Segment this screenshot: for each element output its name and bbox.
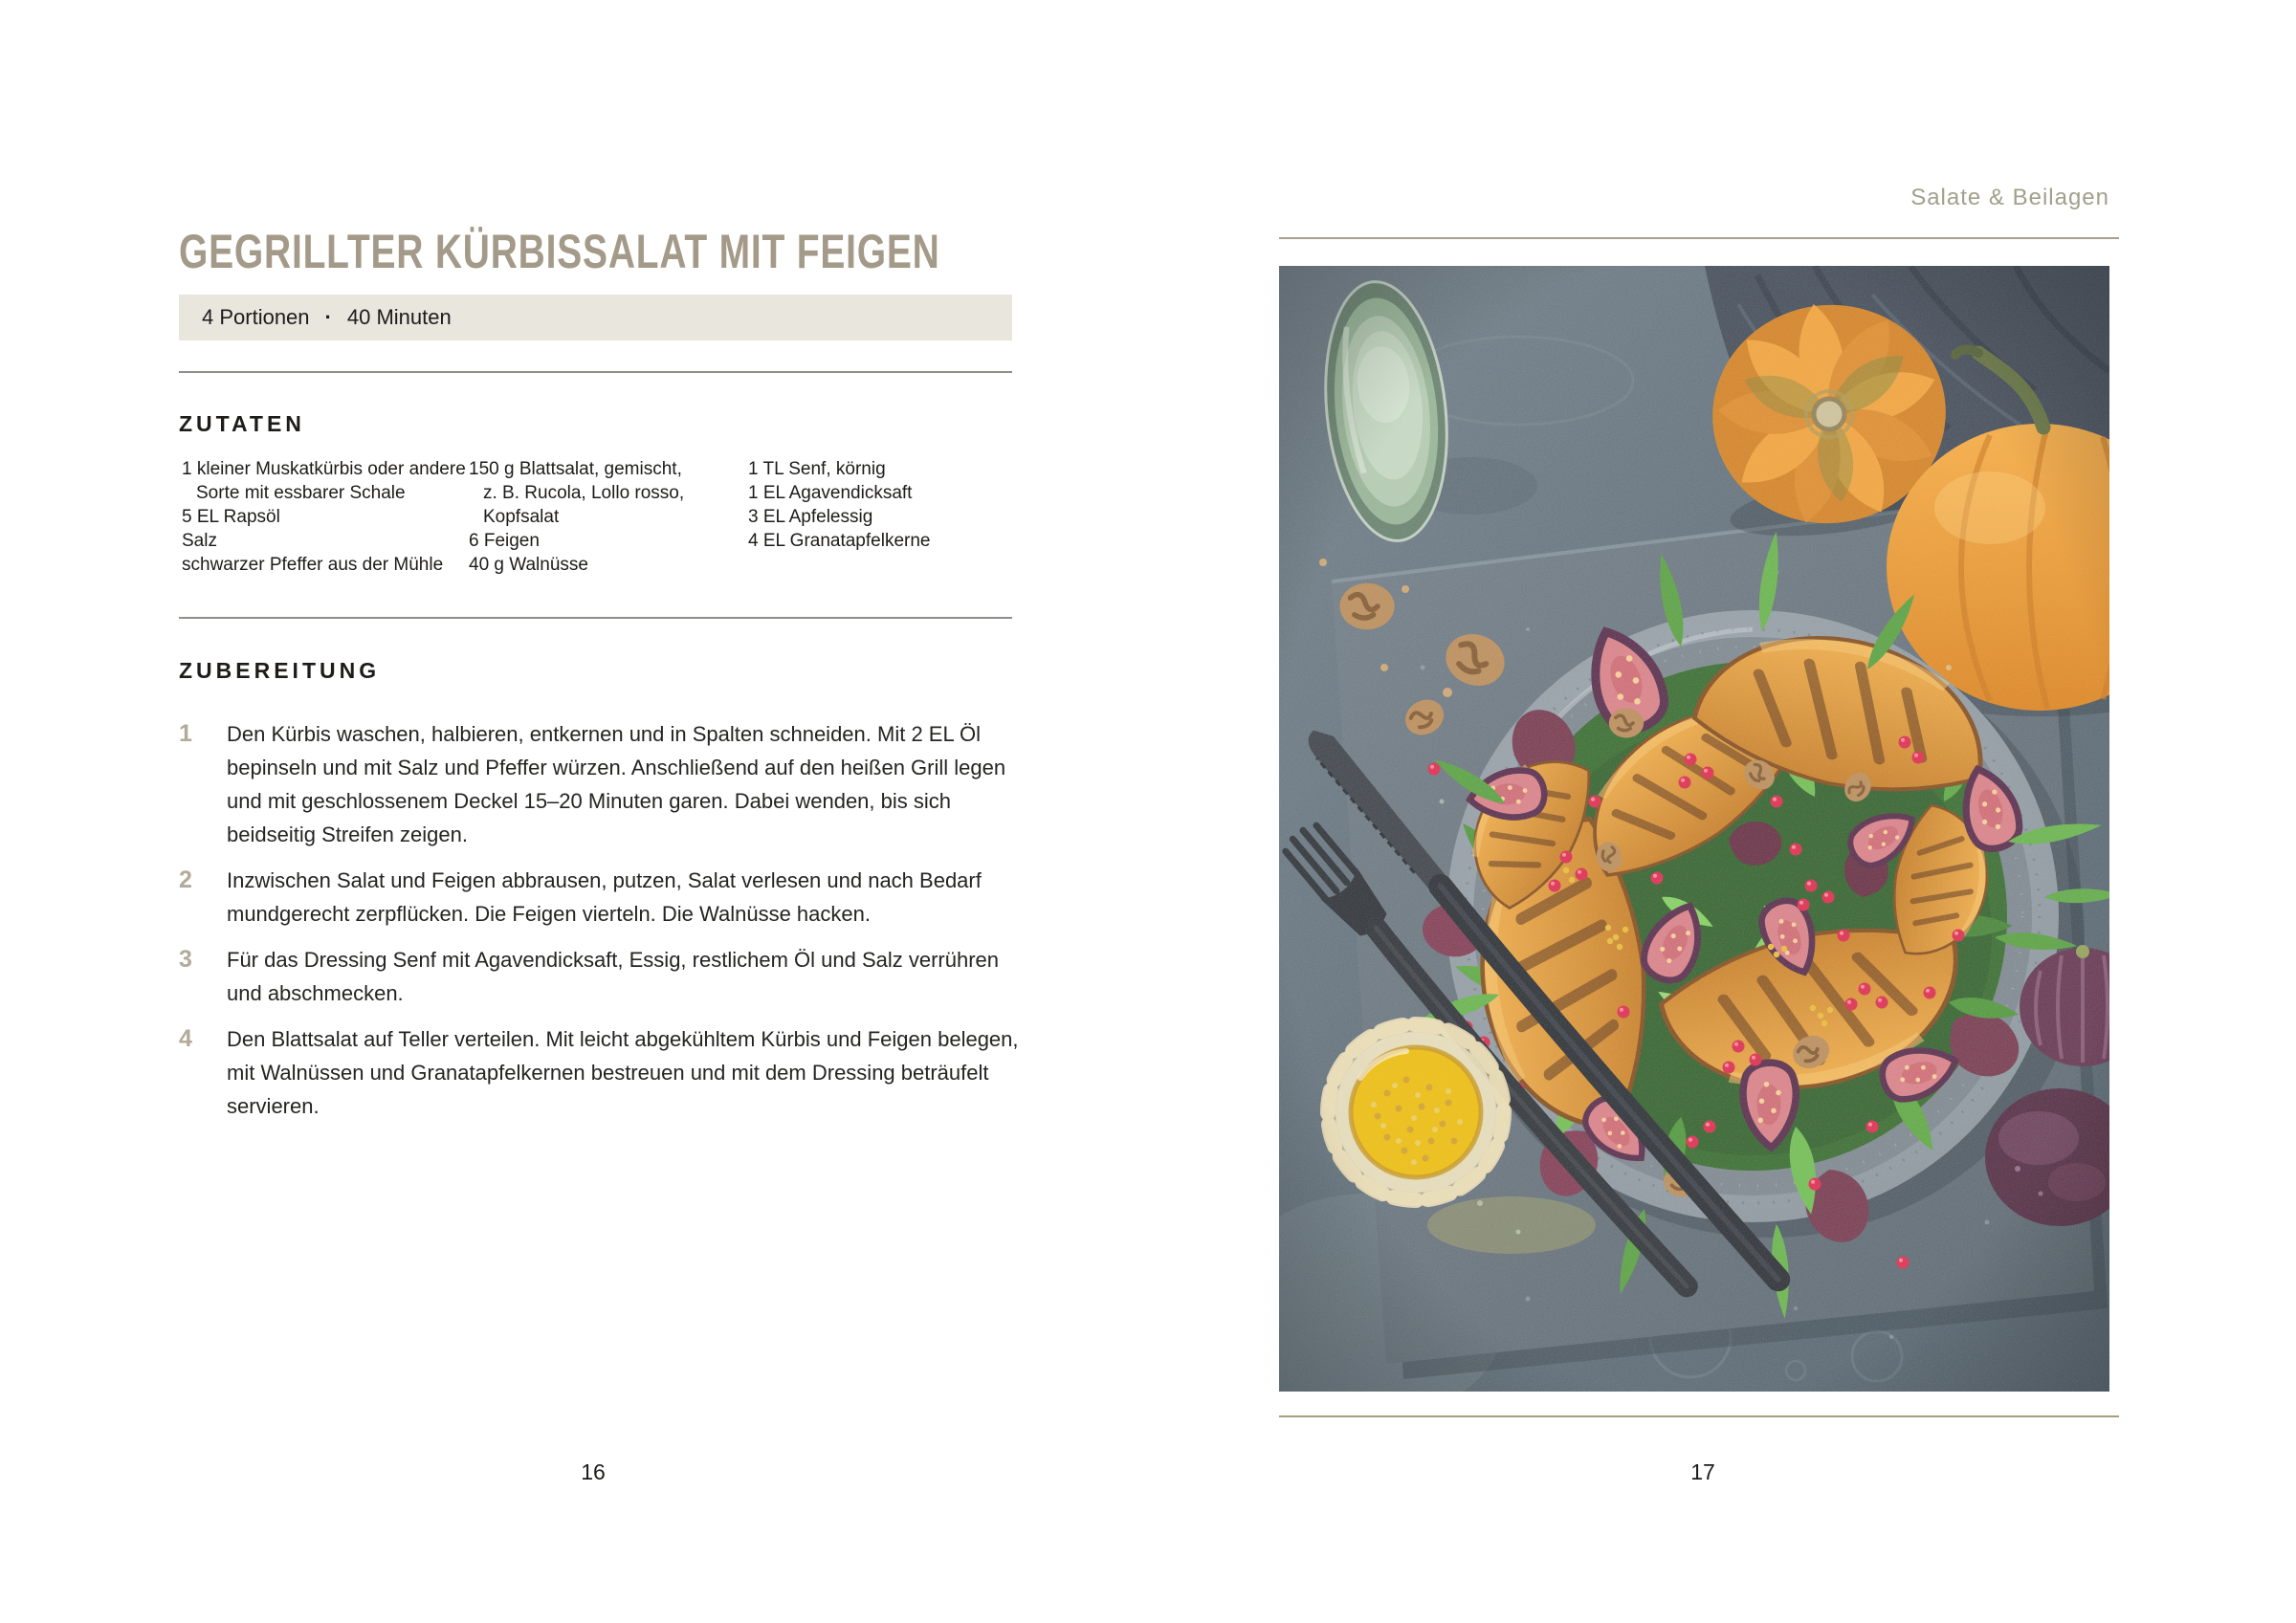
recipe-meta-bar (179, 295, 1012, 340)
ingredient-line: schwarzer Pfeffer aus der Mühle (182, 555, 444, 575)
ingredient-line: 40 g Walnüsse (469, 555, 588, 575)
ingredient-line: Salz (182, 531, 217, 551)
step-text: Den Kürbis waschen, halbieren, entkernen und in Spalten schneiden. Mit 2 EL Öl bepinseln und mit Salz und Pfeffer würzen. Anschließend auf den heißen Grill legen und mit geschlossenem Deckel 15–20 Minuten garen. Dabei wenden, bis sich beidseitig Streifen zeigen. (227, 722, 1006, 846)
step-text: Inzwischen Salat und Feigen abbrausen, putzen, Salat verlesen und nach Bedarf mundgerecht zerpflücken. Die Feigen vierteln. Die Walnüsse hacken. (227, 868, 982, 926)
divider-rule-middle (179, 617, 1012, 619)
step-number: 2 (179, 866, 192, 893)
step-number: 4 (179, 1025, 192, 1052)
page-number-right: 17 (1690, 1459, 1715, 1484)
recipe-photo (1279, 266, 2109, 1392)
ingredient-line: 3 EL Apfelessig (748, 507, 873, 527)
ingredient-line: 4 EL Granatapfelkerne (748, 531, 931, 551)
ingredient-line: 6 Feigen (469, 531, 540, 551)
ingredients-column-1 (182, 457, 466, 577)
ingredients-column-3 (748, 457, 930, 553)
ingredient-line: Sorte mit essbarer Schale (196, 483, 406, 503)
photo-vignette (1279, 266, 2109, 1392)
step-number: 1 (179, 720, 192, 747)
preparation-step (179, 943, 1021, 1010)
ingredient-line: 1 EL Agavendicksaft (748, 483, 913, 503)
meta-time: 40 Minuten (346, 305, 452, 329)
ingredient-line: 1 TL Senf, körnig (748, 459, 886, 479)
photo-rule-bottom (1279, 1415, 2119, 1417)
ingredients-heading: ZUTATEN (179, 411, 305, 436)
ingredient-line: Kopfsalat (483, 507, 560, 527)
preparation-heading: ZUBEREITUNG (179, 658, 381, 683)
ingredient-line: 1 kleiner Muskatkürbis oder andere (182, 459, 466, 479)
step-number: 3 (179, 946, 192, 973)
preparation-step (179, 717, 1021, 851)
step-text: Für das Dressing Senf mit Agavendicksaft, Essig, restlichem Öl und Salz verrühren und abschmecken. (227, 948, 1000, 1005)
section-label: Salate & Beilagen (1910, 185, 2109, 210)
preparation-step (179, 864, 1021, 931)
photo-rule-top (1279, 237, 2119, 239)
preparation-steps (179, 717, 1021, 1135)
divider-rule-top (179, 371, 1012, 373)
meta-separator-dot: · (324, 305, 332, 329)
meta-portions: 4 Portionen (202, 305, 310, 329)
ingredient-line: 150 g Blattsalat, gemischt, (469, 459, 682, 479)
preparation-step (179, 1022, 1021, 1123)
page-number-left: 16 (581, 1459, 606, 1484)
step-text: Den Blattsalat auf Teller verteilen. Mit leicht abgekühltem Kürbis und Feigen belegen, mit Walnüssen und Granatapfelkernen bestreuen und mit dem Dressing beträufelt servieren. (227, 1027, 1019, 1118)
recipe-title: GEGRILLTER KÜRBISSALAT MIT FEIGEN (179, 225, 940, 278)
ingredients-column-2 (469, 457, 684, 577)
ingredient-line: z. B. Rucola, Lollo rosso, (483, 483, 685, 503)
ingredient-line: 5 EL Rapsöl (182, 507, 280, 527)
recipe-photo-illustration (1279, 266, 2109, 1392)
